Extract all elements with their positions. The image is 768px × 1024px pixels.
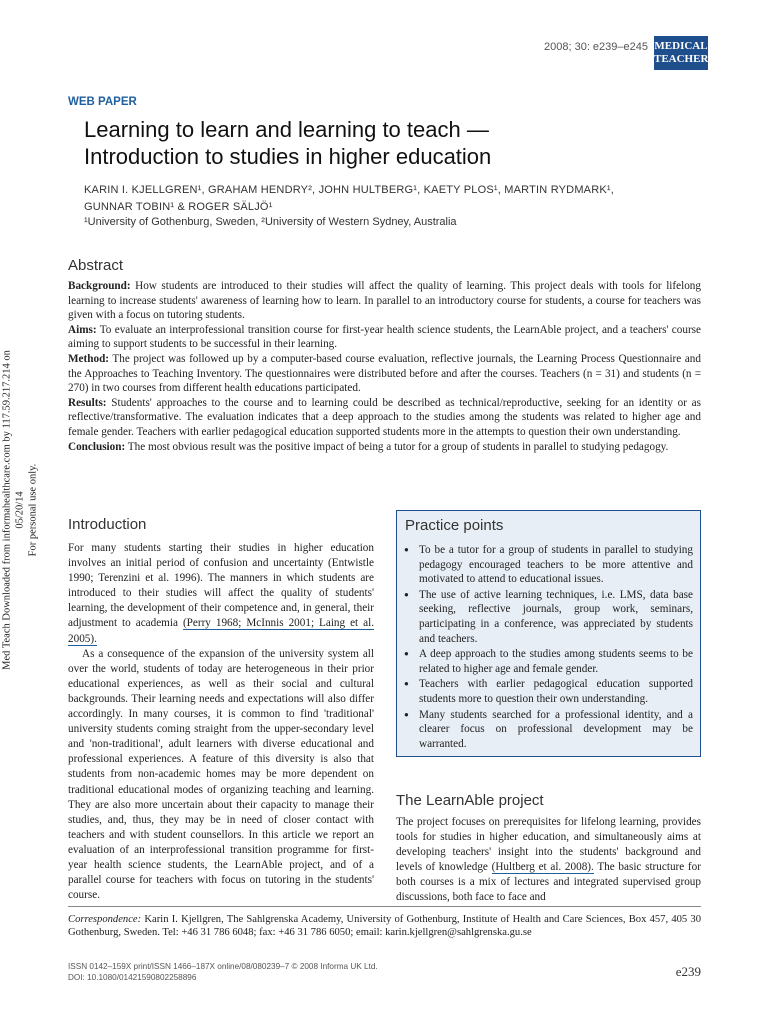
correspondence-text: Karin I. Kjellgren, The Sahlgrenska Academy, University of Gothenburg, Institute of Health and Care Sciences, Box 457, 405 30 Gothenburg, Sweden. Tel: +46 31 786 6048; fax: +46 31 786 6050; email: karin.kjellgren@sahlgrenska.gu.se bbox=[68, 914, 701, 939]
abstract-results-label: Results: bbox=[68, 396, 107, 409]
citation-link[interactable]: (Hultberg et al. 2008). bbox=[491, 861, 594, 874]
correspondence-note bbox=[68, 913, 701, 939]
issn-block bbox=[68, 961, 378, 983]
abstract-background-label: Background: bbox=[68, 280, 131, 292]
learnable-text-after: The basic structure for both courses is a mix of lectures and integrated supervised group discussions, both face to face and bbox=[396, 861, 701, 904]
practice-points-list bbox=[403, 543, 693, 752]
learnable-body bbox=[396, 815, 701, 906]
abstract-aims-text: To evaluate an interprofessional transition course for first-year health science students, the LearnAble project, and a teachers' course aiming to support students to be successful in their learning. bbox=[68, 323, 701, 351]
introduction-heading: Introduction bbox=[68, 516, 147, 533]
abstract-conclusion-text: The most obvious result was the positive impact of being a tutor for a group of students in parallel to studying pedagogy. bbox=[125, 440, 669, 453]
download-note-line1: Med Teach Downloaded from informahealthcare.com by 117.59.217.214 on 05/20/14 bbox=[1, 350, 26, 670]
practice-point: ● A deep approach to the studies among students seems to be related to higher age and female gender. bbox=[403, 647, 693, 676]
abstract-heading: Abstract bbox=[68, 257, 124, 274]
learnable-paragraph bbox=[396, 815, 701, 906]
title-line2: Introduction to studies in higher education bbox=[84, 144, 492, 169]
authors-line1: KARIN I. KJELLGREN¹, GRAHAM HENDRY², JOHN HULTBERG¹, KAETY PLOS¹, MARTIN RYDMARK¹, bbox=[84, 184, 615, 196]
page-number: e239 bbox=[675, 964, 701, 979]
article-title bbox=[84, 116, 724, 170]
practice-point: ● To be a tutor for a group of students in parallel to studying pedagogy encouraged teachers to be more attentive and motivated to attend to educational issues. bbox=[403, 543, 693, 587]
issn-line: ISSN 0142–159X print/ISSN 1466–187X online/08/080239–7 © 2008 Informa UK Ltd. bbox=[68, 962, 378, 971]
abstract-body bbox=[68, 279, 701, 454]
abstract-aims-label: Aims: bbox=[68, 323, 97, 336]
learnable-text-before: The project focuses on prerequisites for lifelong learning, provides tools for studies in higher education, and simultaneously aims at developing teachers' insight into the students' background and levels of knowledge bbox=[396, 816, 701, 874]
practice-point: ● Teachers with earlier pedagogical education supported students more to question their own understanding. bbox=[403, 677, 693, 706]
practice-point: ● The use of active learning techniques, i.e. LMS, data base seeking, reflective journals, group work, seminars, participating in a conference, was appreciated by students and teachers. bbox=[403, 588, 693, 646]
download-note bbox=[1, 350, 39, 670]
doi-line: DOI: 10.1080/01421590802258896 bbox=[68, 973, 197, 982]
introduction-body bbox=[68, 541, 374, 903]
authors-line2: GUNNAR TOBIN¹ & ROGER SÄLJÖ¹ bbox=[84, 201, 273, 213]
citation-link[interactable]: (Perry 1968; McInnis 2001; Laing et al. 2005). bbox=[68, 617, 374, 645]
author-list bbox=[84, 182, 724, 216]
practice-points-heading: Practice points bbox=[405, 517, 504, 534]
journal-logo bbox=[654, 36, 708, 70]
footer-divider bbox=[68, 906, 701, 907]
introduction-p1-text: For many students starting their studies in higher education involves an initial period of confusion and uncertainty (Entwistle 1990; Terenzini et al. 1996). The manners in which students are introduced to their studies will affect the quality of students' learning, the development of their competence and, in general, their adjustment to academia bbox=[68, 542, 374, 630]
logo-line2: TEACHER bbox=[654, 53, 709, 65]
logo-line1: MEDICAL bbox=[654, 40, 708, 52]
abstract-conclusion bbox=[68, 440, 701, 455]
abstract-results bbox=[68, 396, 701, 440]
abstract-background bbox=[68, 279, 701, 323]
title-line1: Learning to learn and learning to teach — bbox=[84, 117, 489, 142]
introduction-paragraph-2: As a consequence of the expansion of the university system all over the world, students of today are heterogeneous in their prior educational experiences, as well as their social and cultural backgrounds. Their learning needs and expectations will also differ accordingly. In many courses, it is common to find 'traditional' university students coming straight from the upper-secondary level and 'non-traditional', adult learners with diverse educational and professional experiences. A feature of this diversity is also that students from non-academic homes may be more dependent on traditional educational modes of organizing teaching and learning. They are also more uncertain about their capacity to manage their studies, and, thus, they may be in need of closer contact with teachers and with student counsellors. In this article we report an evaluation of an interprofessional transition programme for first-year health science students, the LearnAble project, and of a parallel course for teachers with focus on tutoring in the students' course. bbox=[68, 647, 374, 902]
abstract-results-text: Students' approaches to the course and to learning could be described as technical/reproductive, seeking for an identity or as reflective/transformative. The evaluation indicates that a deep approach to the studies among the students was related to higher age and female gender. Teachers with earlier pedagogical education supported students more in the attempts to question their own understanding. bbox=[68, 396, 701, 438]
abstract-background-text: How students are introduced to their studies will affect the quality of learning. This project deals with tools for lifelong learning to increase students' awareness of learning how to learn. In parallel to an introductory course for students, a course for teachers was given with a focus on tutoring students. bbox=[68, 280, 701, 322]
download-note-line2: For personal use only. bbox=[27, 463, 39, 557]
abstract-conclusion-label: Conclusion: bbox=[68, 440, 126, 453]
abstract-method bbox=[68, 352, 701, 396]
practice-point: ● Many students searched for a professional identity, and a clearer focus on professional development may be warranted. bbox=[403, 708, 693, 752]
journal-reference: 2008; 30: e239–e245 bbox=[544, 41, 648, 53]
abstract-method-label: Method: bbox=[68, 352, 110, 365]
article-type-label: WEB PAPER bbox=[68, 96, 137, 108]
correspondence-label: Correspondence: bbox=[68, 914, 142, 925]
learnable-heading: The LearnAble project bbox=[396, 792, 544, 809]
introduction-paragraph-1 bbox=[68, 541, 374, 647]
practice-points-box bbox=[396, 510, 701, 757]
affiliations: ¹University of Gothenburg, Sweden, ²University of Western Sydney, Australia bbox=[84, 216, 457, 228]
abstract-aims bbox=[68, 323, 701, 352]
abstract-method-text: The project was followed up by a computer-based course evaluation, reflective journals, the Learning Process Questionnaire and the Approaches to Teaching Inventory. The questionnaires were distributed before and after the courses. Teachers (n = 31) and students (n = 270) in two courses from different health educations participated. bbox=[68, 352, 701, 395]
